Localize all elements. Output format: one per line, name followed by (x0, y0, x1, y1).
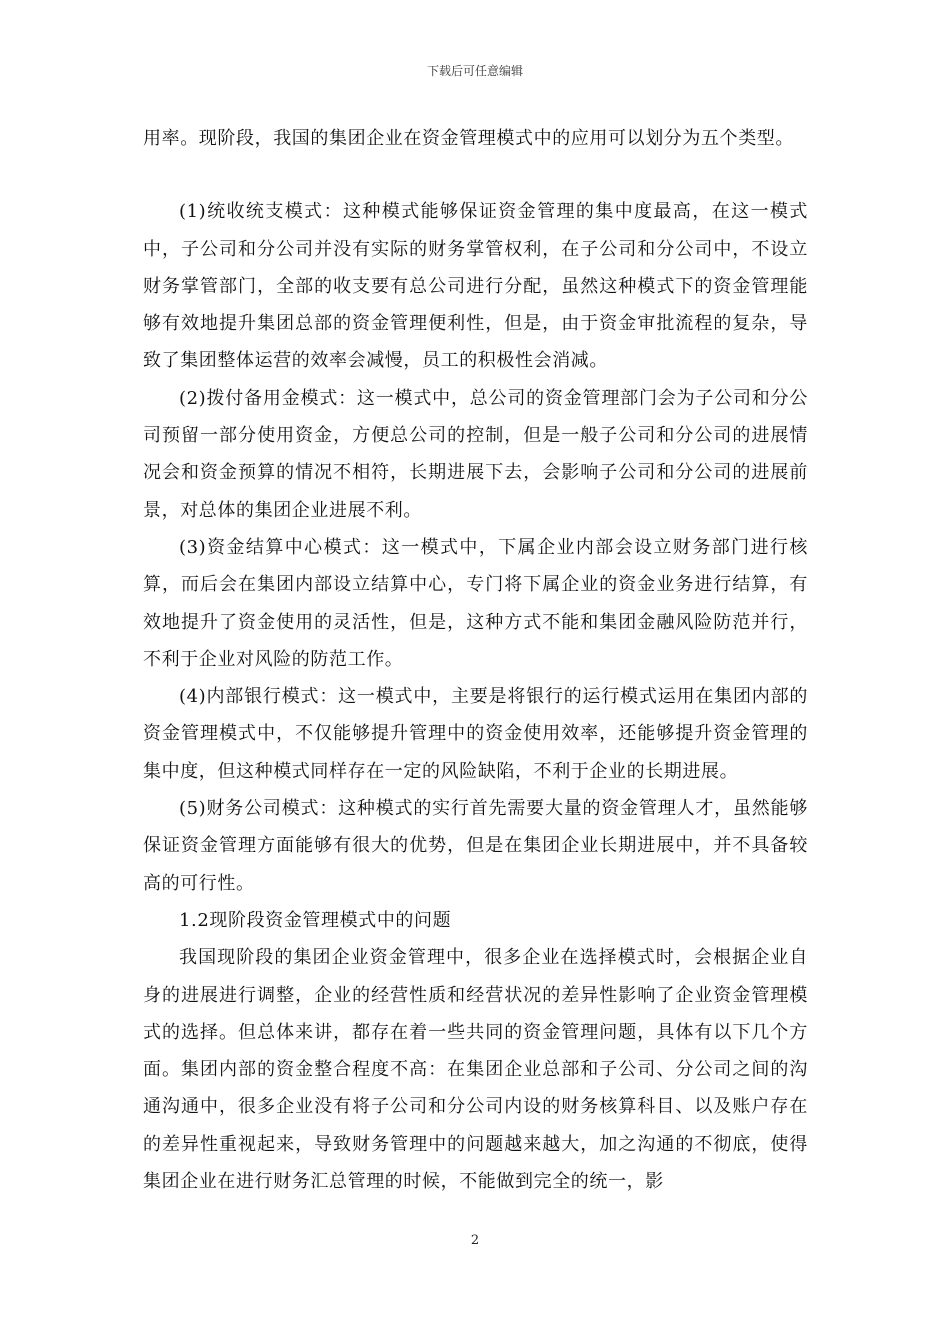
section-heading: 1.2现阶段资金管理模式中的问题 (179, 909, 452, 931)
page-header: 下载后可任意编辑 (426, 64, 523, 78)
paragraph-mode-1: (1)统收统支模式：这种模式能够保证资金管理的集中度最高，在这一模式中，子公司和分公司并没有实际的财务掌管权利，在子公司和分公司中，不设立财务掌管部门，全部的收支要有总公司进行分配，虽然这种模式下的资金管理能够有效地提升集团总部的资金管理便利性，但是，由于资金审批流程的复杂，导致了集团整体运营的效率会减慢，员工的积极性会消减。 (143, 201, 808, 372)
paragraph-intro: 用率。现阶段，我国的集团企业在资金管理模式中的应用可以划分为五个类型。 (143, 128, 794, 149)
page-number: 2 (470, 1233, 480, 1248)
paragraph-mode-3: (3)资金结算中心模式：这一模式中，下属企业内部会设立财务部门进行核算，而后会在集团内部设立结算中心，专门将下属企业的资金业务进行结算，有效地提升了资金使用的灵活性，但是，这种方式不能和集团金融风险防范并行，不利于企业对风险的防范工作。 (143, 536, 808, 670)
paragraph-mode-4: (4)内部银行模式：这一模式中，主要是将银行的运行模式运用在集团内部的资金管理模式中，不仅能够提升管理中的资金使用效率，还能够提升资金管理的集中度，但这种模式同样存在一定的风险缺陷，不利于企业的长期进展。 (143, 686, 808, 782)
paragraph-mode-2: (2)拨付备用金模式：这一模式中，总公司的资金管理部门会为子公司和分公司预留一部分使用资金，方便总公司的控制，但是一般子公司和分公司的进展情况会和资金预算的情况不相符，长期进展下去，会影响子公司和分公司的进展前景，对总体的集团企业进展不利。 (143, 387, 808, 521)
paragraph-mode-5: (5)财务公司模式：这种模式的实行首先需要大量的资金管理人才，虽然能够保证资金管理方面能够有很大的优势，但是在集团企业长期进展中，并不具备较高的可行性。 (143, 798, 808, 894)
paragraph-problems: 我国现阶段的集团企业资金管理中，很多企业在选择模式时，会根据企业自身的进展进行调整，企业的经营性质和经营状况的差异性影响了企业资金管理模式的选择。但总体来讲，都存在着一些共同的资金管理问题，具体有以下几个方面。集团内部的资金整合程度不高：在集团企业总部和子公司、分公司之间的沟通沟通中，很多企业没有将子公司和分公司内设的财务核算科目、以及账户存在的差异性重视起来，导致财务管理中的问题越来越大，加之沟通的不彻底，使得集团企业在进行财务汇总管理的时候，不能做到完全的统一，影 (143, 947, 808, 1193)
document-body (143, 120, 808, 1200)
